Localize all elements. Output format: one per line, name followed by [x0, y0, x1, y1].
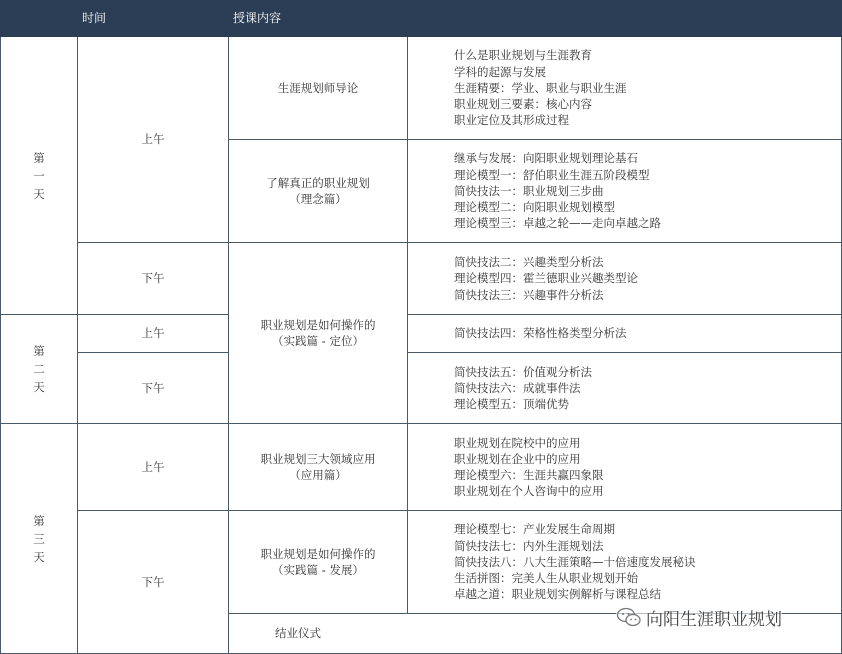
header-row: [1, 1, 842, 37]
day-2-label: 第二天: [33, 344, 45, 394]
content-line: 职业定位及其形成过程: [454, 113, 569, 128]
content-line: 生涯精要：学业、职业与职业生涯: [454, 80, 627, 95]
content-line: 职业规划在个人咨询中的应用: [454, 484, 604, 499]
content-line: 理论模型一：舒伯职业生涯五阶段模型: [454, 167, 650, 182]
topic-line: 职业规划三大领域应用: [260, 451, 376, 466]
content-line: 理论模型四：霍兰德职业兴趣类型论: [454, 271, 638, 286]
content-intro: [408, 37, 842, 140]
topic-line: （应用篇）: [289, 468, 347, 482]
content-line: 理论模型三：卓越之轮——走向卓越之路: [454, 216, 661, 231]
content-line: 职业规划在院校中的应用: [454, 435, 581, 450]
period-label: 上午: [141, 132, 165, 147]
topic-label: 生涯规划师导论: [277, 80, 359, 95]
content-line: 卓越之道：职业规划实例解析与课程总结: [454, 587, 661, 602]
header-empty-cell: [1, 1, 78, 37]
period-label: 下午: [141, 380, 165, 395]
content-line: 理论模型六：生涯共赢四象限: [454, 468, 604, 482]
topic-line: （理念篇）: [289, 192, 347, 206]
topic-line: （实践篇 - 定位）: [272, 334, 364, 348]
content-line: 简快技法五：价值观分析法: [454, 364, 592, 379]
content-line: 职业规划三要素：核心内容: [454, 97, 592, 112]
content-day2-pm: [408, 353, 842, 424]
content-line: 什么是职业规划与生涯教育: [454, 48, 592, 63]
day-1-morning: [78, 37, 229, 243]
content-line: 理论模型二：向阳职业规划模型: [454, 200, 615, 215]
watermark: [616, 604, 782, 630]
content-line: 理论模型五：顶端优势: [454, 397, 569, 412]
content-line: 简快技法八：八大生涯策略—十倍速度发展秘诀: [454, 554, 696, 569]
header-time: 时间: [78, 1, 229, 37]
topic-practice: [229, 243, 408, 424]
day-2-afternoon: [78, 353, 229, 424]
topic-line: 职业规划是如何操作的: [260, 317, 376, 332]
content-line: 简快技法三：兴趣事件分析法: [454, 287, 604, 302]
content-line: 生活拼图：完美人生从职业规划开始: [454, 571, 638, 586]
content-line: 简快技法二：兴趣类型分析法: [454, 255, 604, 270]
content-day3-am: [408, 424, 842, 511]
period-label: 上午: [141, 459, 165, 474]
topic-develop: [229, 511, 408, 614]
content-line: 简快技法一：职业规划三步曲: [454, 183, 604, 198]
topic-line: 了解真正的职业规划: [266, 175, 370, 190]
day-2-morning: [78, 315, 229, 353]
day-1-afternoon: [78, 243, 229, 315]
topic-apply: [229, 424, 408, 511]
watermark-text: 向阳生涯职业规划: [646, 609, 782, 630]
topic-concept: [229, 140, 408, 243]
content-line: 简快技法六：成就事件法: [454, 380, 581, 395]
content-line: 继承与发展：向阳职业规划理论基石: [454, 151, 638, 166]
wechat-icon: [616, 606, 642, 628]
ceremony-label: 结业仪式: [275, 626, 321, 641]
content-line: 理论模型七：产业发展生命周期: [454, 522, 615, 537]
day-1-label: 第一天: [33, 150, 45, 201]
content-concept: [408, 140, 842, 243]
day-3-label: 第三天: [33, 513, 45, 564]
content-line: 学科的起源与发展: [454, 64, 546, 79]
day-2-cell: [1, 315, 78, 424]
period-label: 下午: [141, 574, 165, 589]
topic-intro: [229, 37, 408, 140]
content-day3-pm: [408, 511, 842, 614]
header-content: 授课内容: [229, 1, 842, 37]
content-line: 简快技法七：内外生涯规划法: [454, 538, 604, 553]
topic-line: （实践篇 - 发展）: [272, 563, 364, 577]
day-1-cell: [1, 37, 78, 315]
day-3-cell: [1, 424, 78, 654]
topic-line: 职业规划是如何操作的: [260, 546, 376, 561]
day-3-afternoon: [78, 511, 229, 654]
content-day2-am: [408, 315, 842, 353]
period-label: 上午: [141, 326, 165, 341]
period-label: 下午: [141, 271, 165, 286]
content-line: 简快技法四：荣格性格类型分析法: [454, 326, 627, 341]
content-line: 职业规划在企业中的应用: [454, 451, 581, 466]
content-day1-pm: [408, 243, 842, 315]
day-3-morning: [78, 424, 229, 511]
